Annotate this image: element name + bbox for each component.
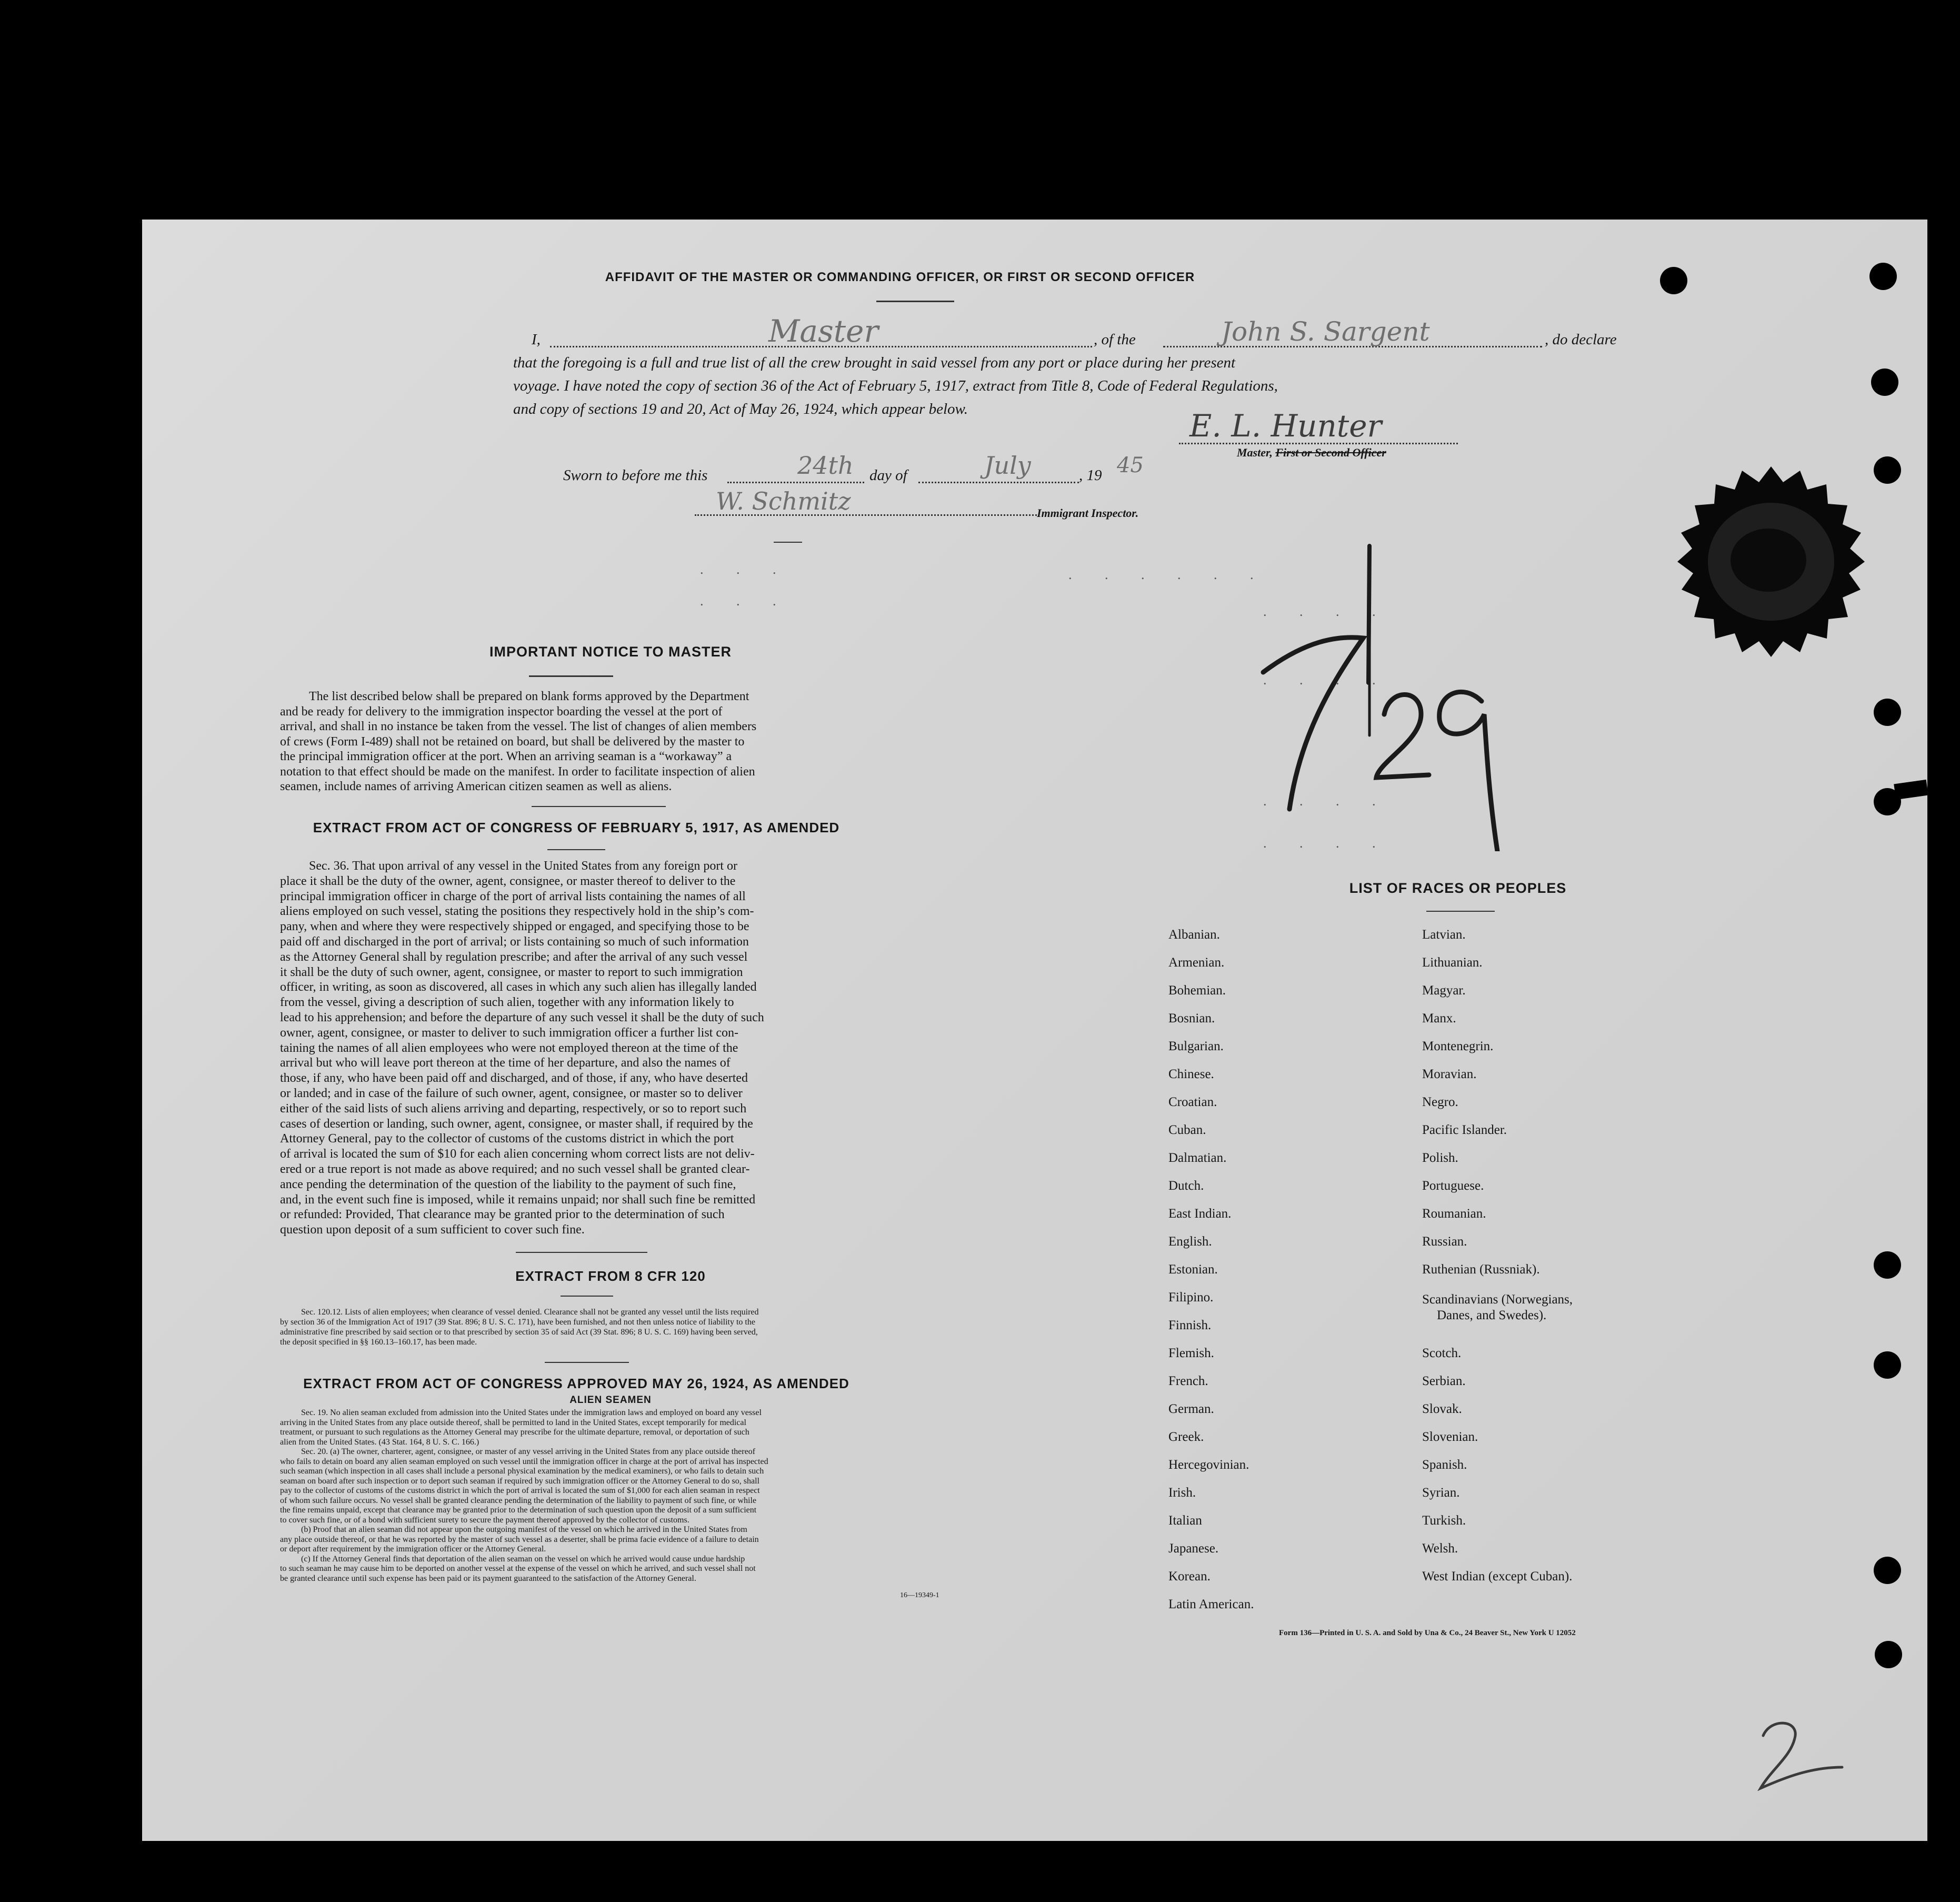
race-item: Roumanian. [1422,1207,1486,1221]
sec36-line: place it shall be the duty of the owner, agent, consignee, or master thereof to deliver to the [280,874,736,888]
handwritten-annotation-7-29 [1226,514,1500,851]
dot-marks-3: . . . . . . [1068,567,1268,582]
race-item: Korean. [1168,1569,1211,1584]
punch-hole [1871,369,1898,396]
race-item: Lithuanian. [1422,955,1483,970]
sec20-line: to such seaman he may cause him to be deported on another vessel at the expense of the vessel on which he arrived, and such vessel shall not [280,1564,756,1573]
race-item: Turkish. [1422,1513,1466,1528]
master-signature: E. L. Hunter [1189,408,1382,444]
month-blank [918,482,1079,483]
race-item: French. [1168,1374,1208,1388]
punch-hole [1874,456,1901,484]
sec20-line: Sec. 20. (a) The owner, charterer, agent, consignee, or master of any vessel arriving in the United States from any place outside thereof [301,1447,755,1456]
punch-hole [1874,1557,1901,1584]
sec20-line: be granted clearance until such expense has been paid or its payment guaranteed to the satisfaction of the Attorney General. [280,1574,696,1583]
sec36-line: principal immigration officer in charge of the port of arrival lists containing the names of all [280,889,746,903]
race-item: Ruthenian (Russniak). [1422,1262,1540,1277]
alien-seamen-subtitle: ALIEN SEAMEN [569,1395,652,1406]
race-item: Bulgarian. [1168,1039,1224,1053]
sec36-line: officer, in writing, as soon as discovered, all cases in which any such alien has illegally landed [280,980,757,994]
sec19-line: alien from the United States. (43 Stat. 164, 8 U. S. C. 166.) [280,1437,479,1447]
punch-hole [1874,699,1901,726]
sec36-line: paid off and discharged in the port of arrival; or lists containing so much of such information [280,934,749,949]
document-page [142,220,1927,1841]
sec36-line: as the Attorney General shall by regulation prescribe; and after the arrival of any such vessel [280,950,748,964]
sec36-line: of arrival is located the sum of $10 for each alien concerning whom correct lists are not deliv- [280,1147,755,1161]
notice-line: notation to that effect should be made on the manifest. In order to facilitate inspection of alien [280,764,755,779]
race-item: Negro. [1422,1095,1458,1109]
cfr-line: by section 36 of the Immigration Act of 1917 (39 Stat. 896; 8 U. S. C. 171), have been furnished, and not then unless notice of liability to the [280,1318,755,1327]
race-item: Serbian. [1422,1374,1466,1388]
sworn-prefix: Sworn to before me this [563,467,708,484]
affidavit-line2: that the foregoing is a full and true list of all the crew brought in said vessel from any port or place during her present [513,354,1236,371]
affidavit-end-rule [774,542,802,543]
sec36-line: pany, when and where they were respectively shipped or engaged, and specifying those to be [280,920,749,934]
notice-line: The list described below shall be prepared on blank forms approved by the Department [309,690,749,703]
race-item: Pacific Islander. [1422,1123,1507,1137]
race-item: Danes, and Swedes). [1437,1308,1547,1322]
race-item: Dutch. [1168,1179,1204,1193]
notary-seal [1655,464,1887,685]
race-item: Japanese. [1168,1541,1219,1556]
dot-marks-5: . . . . [1263,672,1391,688]
sec20-line: seaman on board after such inspection or to deport such seaman if required by such immigration officer or the Attorney General to do so, shall [280,1476,759,1486]
race-item: Chinese. [1168,1067,1214,1081]
sec20-line: of whom such failure occurs. No vessel shall be granted clearance pending the determination of the liability to payment of such fine, or while [280,1496,757,1505]
extract-1917-title: EXTRACT FROM ACT OF CONGRESS OF FEBRUARY 5, 1917, AS AMENDED [313,820,840,835]
dot-marks-7: . . . . [1263,835,1391,851]
sec36-line: arrival but who will leave port thereon at the time of her departure, and also the names of [280,1056,731,1070]
sec20-line: or deport after requirement by the immigration officer or the Attorney General. [280,1545,546,1554]
notice-line: of crews (Form I-489) shall not be retained on board, but shall be delivered by the master to [280,734,745,749]
extract-1917-body [280,859,867,1238]
sec19-line: treatment, or pursuant to such regulations as the Attorney General may prescribe for the ultimate departure, removal, or deportation of such [280,1428,749,1437]
day-of-label: day of [869,467,907,484]
race-item: Scandinavians (Norwegians, [1422,1292,1573,1307]
race-item: German. [1168,1402,1214,1416]
form-number: 16—19349-1 [900,1591,939,1599]
race-item: Finnish. [1168,1318,1212,1332]
edge-tear [1894,780,1928,800]
sec20-line: the fine remains unpaid, except that clearance may be granted prior to the determination of such question upon the deposit of a sum sufficient [280,1506,757,1515]
race-item: Slovak. [1422,1402,1462,1416]
sec36-line: or landed; and in case of the failure of such owner, agent, consignee, or master so to deliver [280,1086,743,1100]
punch-hole [1874,1351,1901,1379]
year-prefix: , 19 [1079,467,1102,484]
race-item: Syrian. [1422,1486,1460,1500]
race-item: Manx. [1422,1011,1456,1025]
handwritten-day: 24th [797,451,854,480]
race-item: Flemish. [1168,1346,1214,1360]
cfr-line: Sec. 120.12. Lists of alien employees; when clearance of vessel denied. Clearance shall not be granted any vessel until the lists required [301,1308,759,1317]
sec36-line: owner, agent, consignee, or master to deliver to such immigration officer a further list con- [280,1025,738,1040]
races-title-rule [1426,911,1495,912]
handwritten-year: 45 [1117,453,1144,477]
notice-line: arrival, and shall in no instance be taken from the vessel. The list of changes of alien members [280,720,757,733]
sec20-line: (c) If the Attorney General finds that deportation of the alien seaman on the vessel on which he arrived would cause undue hardship [301,1554,745,1564]
form-printer-footer: Form 136—Printed in U. S. A. and Sold by Una & Co., 24 Beaver St., New York U 12052 [1279,1629,1576,1637]
race-item: Moravian. [1422,1067,1477,1081]
race-item: Spanish. [1422,1458,1467,1472]
sec20-line: to cover such fine, or of a bond with sufficient surety to secure the payment thereof approved by the collector of customs. [280,1515,689,1525]
handwritten-month: July [984,451,1031,480]
signature-caption-master: Master, [1237,446,1273,459]
affidavit-title: AFFIDAVIT OF THE MASTER OR COMMANDING OFFICER, OR FIRST OR SECOND OFFICER [605,270,1195,284]
sec36-line: it shall be the duty of such owner, agent, consignee, or master to report to such immigration [280,965,743,979]
sec36-line: and, in the event such fine is imposed, while it remains unpaid; nor shall such fine be remitted [280,1192,756,1207]
cfr-title-rule [561,1296,613,1297]
sec36-line: cases of desertion or landing, such owner, agent, consignee, or master shall, if required by the [280,1117,753,1131]
sec19-line: arriving in the United States from any place outside thereof, shall be permitted to land in the United States, except temporarily for medical [280,1418,746,1427]
race-item: Slovenian. [1422,1430,1478,1444]
sec36-line: or refunded: Provided, That clearance may be granted prior to the determination of such [280,1208,725,1222]
race-item: Filipino. [1168,1290,1214,1304]
affidavit-line1-end: , do declare [1545,331,1617,348]
cfr-title: EXTRACT FROM 8 CFR 120 [515,1268,706,1284]
cfr-end-rule [545,1362,629,1363]
sec36-line: those, if any, who have been paid off and discharged, and of those, if any, who have deserted [280,1071,748,1086]
extract-1924-body [280,1408,1013,1584]
race-item: Welsh. [1422,1541,1458,1556]
race-item: Hercegovinian. [1168,1458,1249,1472]
dot-marks-4: . . . . [1263,604,1391,619]
sec36-line: Sec. 36. That upon arrival of any vessel in the United States from any foreign port or [309,859,738,873]
race-item: Scotch. [1422,1346,1462,1360]
sec20-line: any place outside thereof, or that he was reported by the master of such vessel as a deserter, shall be prima facie evidence of a failure to detain [280,1535,759,1544]
race-item: Latin American. [1168,1597,1254,1611]
signature-caption-officer: First or Second Officer [1275,446,1386,459]
sec36-line: from the vessel, giving a description of such alien, together with any information likely to [280,995,734,1010]
handwritten-rank: Master [768,313,879,349]
cfr-line: administrative fine prescribed by said section or to that prescribed by section 35 of said Act (39 Stat. 896; 8 U. S. C. 169) having been served, [280,1328,758,1337]
race-item: Estonian. [1168,1262,1218,1277]
inspector-signature: W. Schmitz [716,487,851,515]
sec36-line: ance pending the determination of the question of the liability to the payment of such fine, [280,1177,736,1191]
race-item: English. [1168,1234,1212,1249]
notice-title-rule [529,675,613,677]
sec20-line: such seaman (which inspection in all cases shall include a personal physical examination by the medical examiners), or who fails to detain such [280,1467,764,1476]
race-item: Cuban. [1168,1123,1206,1137]
race-item: Portuguese. [1422,1179,1484,1193]
affidavit-line1-start: I, [532,331,541,348]
sec20-line: (b) Proof that an alien seaman did not appear upon the outgoing manifest of the vessel on which he arrived in the United States from [301,1525,747,1534]
dot-marks-2: . . . [700,593,791,609]
race-item: Montenegrin. [1422,1039,1494,1053]
sec36-line: lead to his apprehension; and before the departure of any such vessel it shall be the duty of such [280,1010,764,1024]
race-item: Magyar. [1422,983,1466,998]
race-item: Croatian. [1168,1095,1217,1109]
race-item: Greek. [1168,1430,1204,1444]
race-item: East Indian. [1168,1207,1232,1221]
race-item: Russian. [1422,1234,1467,1249]
punch-hole [1874,1251,1901,1279]
extract-1917-rule [547,849,605,850]
race-item: Albanian. [1168,928,1220,942]
sec36-line: aliens employed on such vessel, stating the positions they respectively hold in the ship’s com- [280,904,754,919]
notice-line: seamen, include names of arriving American citizen seamen as well as aliens. [280,780,672,793]
races-title: LIST OF RACES OR PEOPLES [1349,880,1567,896]
extract-1924-title: EXTRACT FROM ACT OF CONGRESS APPROVED MAY 26, 1924, AS AMENDED [303,1376,849,1391]
affidavit-line3: voyage. I have noted the copy of section 36 of the Act of February 5, 1917, extract from Title 8, Code of Federal Regulations, [513,377,1278,394]
cfr-line: the deposit specified in §§ 160.13–160.17, has been made. [280,1338,477,1347]
punch-hole [1875,1641,1902,1668]
race-item: Bohemian. [1168,983,1226,998]
extract-1917-end-rule [516,1252,647,1253]
notice-body [280,689,867,794]
race-item: Irish. [1168,1486,1196,1500]
notice-end-rule [532,806,666,807]
race-item: Italian [1168,1513,1202,1528]
sec20-line: who fails to detain on board any alien seaman employed on such vessel until the immigration officer in charge at the port of arrival has inspected [280,1457,768,1466]
notice-line: and be ready for delivery to the immigration inspector boarding the vessel at the port of [280,704,723,719]
sec36-line: Attorney General, pay to the collector of customs of the customs district in which the port [280,1132,734,1146]
affidavit-line4: and copy of sections 19 and 20, Act of May 26, 1924, which appear below. [513,401,968,417]
race-item: Polish. [1422,1151,1458,1165]
race-item: Bosnian. [1168,1011,1215,1025]
sec36-line: either of the said lists of such aliens arriving and departing, respectively, or so to report such [280,1101,747,1116]
dot-marks-6: . . . . [1263,793,1391,809]
race-item: West Indian (except Cuban). [1422,1569,1573,1584]
race-item: Latvian. [1422,928,1466,942]
sec20-line: pay to the collector of customs of the customs district in which the port of arrival is located the sum of $1,000 for each alien seaman in respect [280,1486,760,1495]
sec36-line: taining the names of all alien employees who were not employed thereon at the time of the [280,1041,738,1055]
dot-marks-1: . . . [700,562,791,577]
punch-hole [1869,263,1897,290]
punch-hole [1660,267,1687,294]
inspector-caption: Immigrant Inspector. [1037,506,1139,520]
race-item: Armenian. [1168,955,1225,970]
notice-line: the principal immigration officer at the port. When an arriving seaman is a “workaway” a [280,750,732,763]
handwritten-vessel: John S. Sargent [1221,316,1430,347]
race-item: Dalmatian. [1168,1151,1227,1165]
notice-title: IMPORTANT NOTICE TO MASTER [489,644,732,660]
affidavit-line1-mid: , of the [1094,331,1136,348]
cfr-body [280,1307,1012,1347]
sec36-line: ered or a true report is not made as above required; and no such vessel shall be granted clear- [280,1162,750,1176]
sec36-line: question upon deposit of a sum sufficient to cover such fine. [280,1223,585,1237]
sec19-line: Sec. 19. No alien seaman excluded from admission into the United States under the immigration laws and employed on board any vessel [301,1408,762,1417]
day-blank [727,482,864,483]
handwritten-page-number [1742,1715,1847,1794]
